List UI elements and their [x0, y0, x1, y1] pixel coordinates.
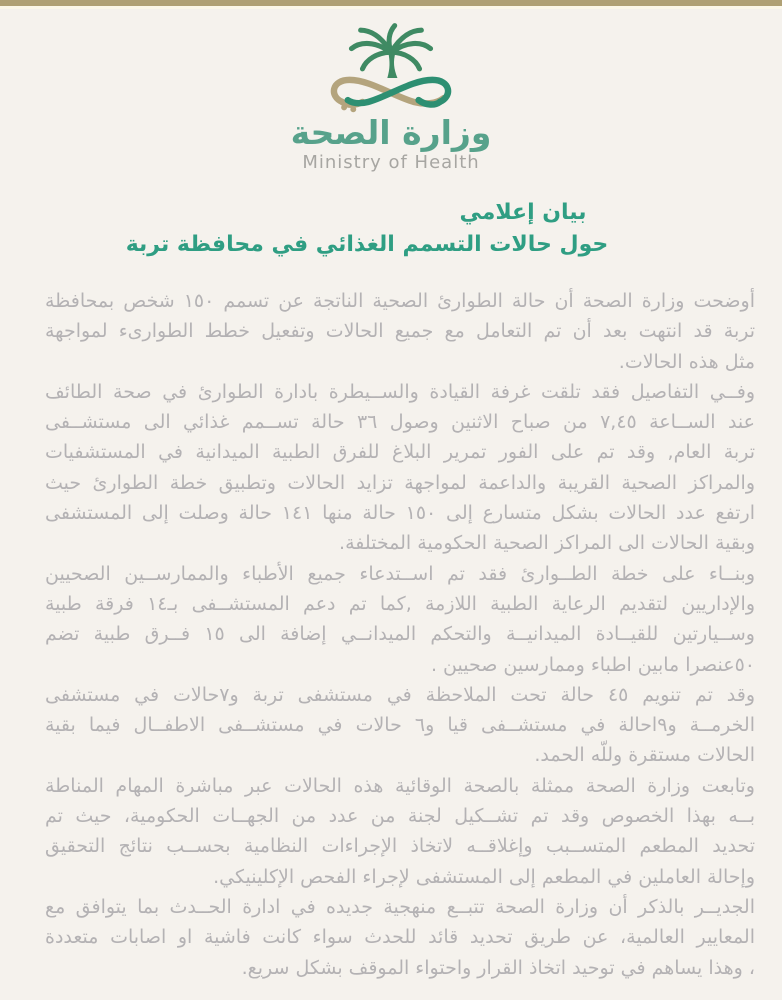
paragraph	[45, 771, 755, 892]
paragraph	[45, 559, 755, 680]
paragraph	[45, 286, 755, 377]
text-line: ٥٠عنصرا مابين اطباء وممارسين صحيين .	[430, 653, 755, 676]
text-line: وفــي التفاصيل فقد تلقت غرفة القيادة والســيطرة بادارة الطوارئ في صحة الطائف	[45, 380, 755, 403]
text-line: والإداريين لتقديم الرعاية الطبية اللازمة ,كما تم دعم المستشــفى بـ١٤ فرقة طبية	[45, 592, 755, 615]
text-line: وقد تم تنويم ٤٥ حالة تحت الملاحظة في مستشفى تربة و٧حالات في مستشفى	[45, 683, 755, 706]
ministry-wordmark-arabic: وزارة الصحة	[290, 113, 492, 152]
text-line: ارتفع عدد الحالات بشكل متسارع إلى ١٥٠ حالة منها ١٤١ حالة وصلت إلى المستشفى	[45, 502, 755, 525]
text-line: وتابعت وزارة الصحة ممثلة بالصحة الوقائية هذه الحالات عبر مباشرة المهام المناطة	[45, 774, 755, 797]
text-line: تربة قد انتهت بعد أن تم التعامل مع جميع الحالات وتفعيل خطط الطوارىء لمواجهة	[45, 320, 755, 343]
text-line: وإحالة العاملين في المطعم إلى المستشفى لإجراء الفحص الإكلينيكي.	[213, 865, 755, 888]
text-line: الخرمــة و٩احالة في مستشــفى قيا و٦ حالات في مستشــفى الاطفــال فيما بقية	[45, 714, 755, 737]
ministry-wordmark-english: Ministry of Health	[302, 152, 480, 173]
text-line: وبقية الحالات الى المراكز الصحية الحكومية المختلفة.	[339, 532, 755, 555]
text-line: والمراكز الصحية القريبة والداعمة لمواجهة تزايد الحالات وتطبيق خطة الطوارئ حيث	[45, 471, 755, 494]
text-line: ، وهذا يساهم في توحيد اتخاذ القرار واحتواء الموقف بشكل سريع.	[241, 956, 755, 979]
text-line: الجديــر بالذكر أن وزارة الصحة تتبــع منهجية جديده في ادارة الحــدث بما يتوافق مع	[45, 895, 755, 918]
statement-header	[0, 197, 782, 261]
moh-palm-infinity-icon	[321, 21, 461, 113]
ministry-logo	[0, 9, 782, 173]
text-line: بــه بهذا الخصوص وقد تم تشــكيل لجنة من عدد من الجهــات الحكومية، حيث تم	[45, 805, 755, 828]
text-line: مثل هذه الحالات.	[618, 350, 755, 373]
statement-subtitle: حول حالات التسمم الغذائي في محافظة تربة	[125, 232, 609, 257]
statement-title: بيان إعلامي	[459, 200, 587, 225]
body-text	[0, 261, 782, 983]
paragraph	[45, 680, 755, 771]
text-line: المعايير العالمية، عن طريق تحديد قائد للحدث سواء كانت فاشية او اصابات متعددة	[45, 926, 755, 949]
paragraph	[45, 377, 755, 559]
text-line: تربة العام, وقد تم على الفور تمرير البلاغ للفرق الطبية الميدانية في المستشفيات	[45, 441, 755, 464]
paragraph	[45, 892, 755, 983]
text-line: وســيارتين للقيــادة الميدانيــة والتحكم الميدانــي إضافة الى ١٥ فــرق طبية تضم	[45, 623, 755, 646]
text-line: وبنــاء على خطة الطــوارئ فقد تم اســتدعاء جميع الأطباء والممارســين الصحيين	[45, 562, 755, 585]
text-line: تحديد المطعم المتســبب وإغلاقــه لاتخاذ الإجراءات النظامية بحســب نتائج التحقيق	[45, 835, 755, 858]
text-line: الحالات مستقرة وللّه الحمد.	[534, 744, 755, 767]
text-line: عند الســاعة ٧,٤٥ من صباح الاثنين وصول ٣٦ حالة تســمم غذائي الى مستشــفى	[45, 411, 755, 434]
text-line: أوضحت وزارة الصحة أن حالة الطوارئ الصحية الناتجة عن تسمم ١٥٠ شخص بمحافظة	[45, 290, 755, 312]
